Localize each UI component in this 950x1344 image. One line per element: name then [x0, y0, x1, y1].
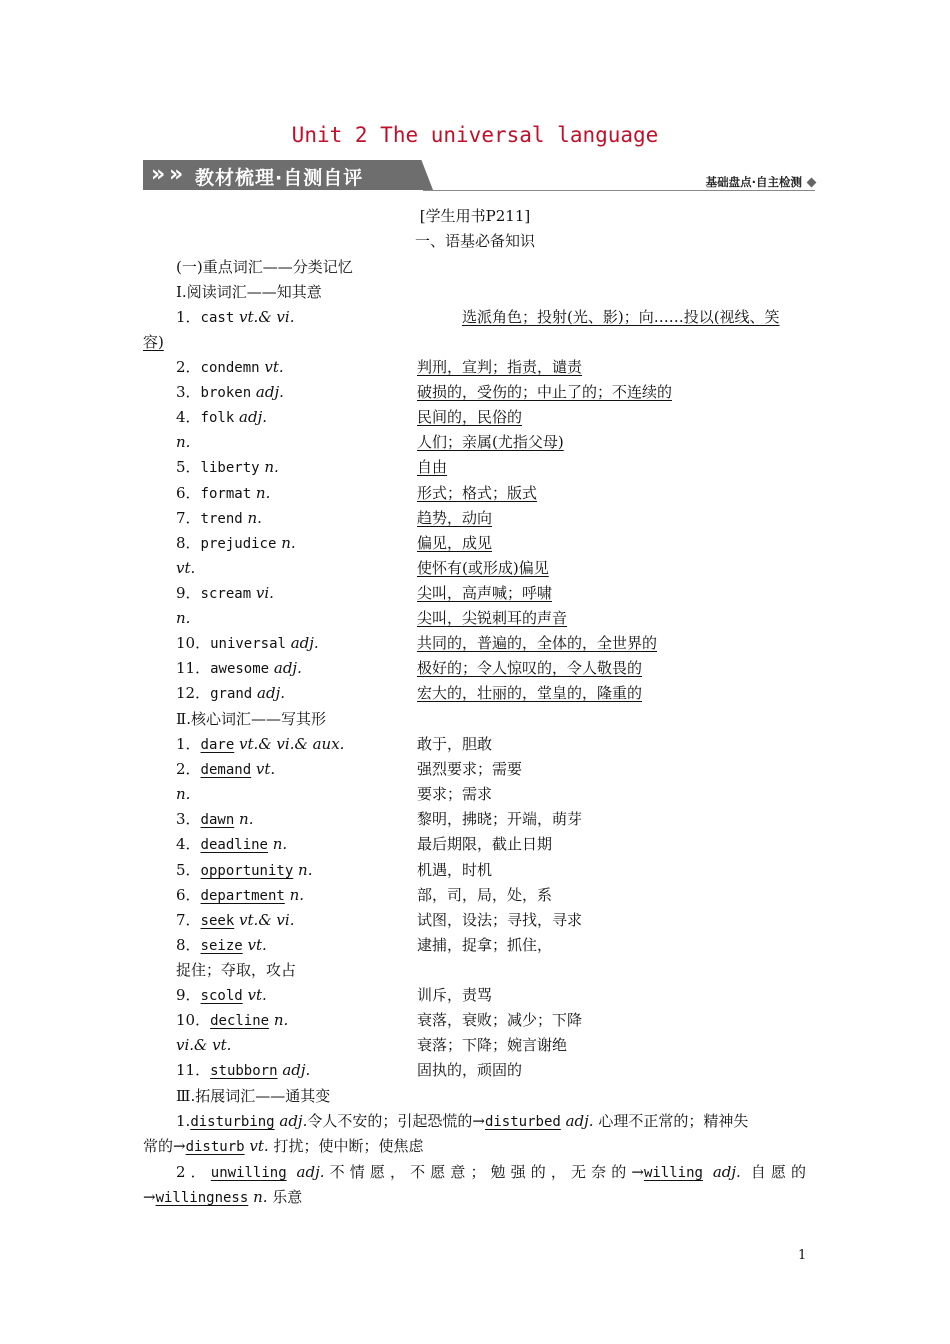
meaning: 固执的，顽固的	[417, 1061, 523, 1080]
meaning: 要求；需求	[417, 785, 493, 804]
part-of-speech: adj.	[296, 1163, 325, 1181]
word-answer: stubborn	[210, 1063, 278, 1080]
part-of-speech: adj.	[290, 634, 319, 653]
part-of-speech: adj.	[273, 659, 302, 678]
part-of-speech: vt.	[264, 358, 284, 376]
text-line	[417, 1010, 582, 1030]
part-heading: Ⅱ.核心词汇——写其形	[176, 710, 326, 728]
text-line	[176, 508, 262, 529]
item-number: 8．	[176, 533, 201, 552]
item-number: 6．	[176, 885, 201, 904]
vocab-word: format	[200, 485, 252, 502]
word-answer: dawn	[200, 812, 235, 829]
word-answer: demand	[200, 762, 252, 779]
part-of-speech: n.	[255, 483, 271, 502]
text-line	[0, 231, 950, 251]
text-line	[176, 759, 275, 780]
item-number: 7．	[176, 508, 201, 527]
meaning-answer: 共同的，普遍的，全体的，全世界的	[417, 634, 658, 653]
text-line	[176, 1086, 330, 1106]
item-number: 4．	[176, 408, 201, 427]
item-number: 3．	[176, 383, 201, 402]
text-line	[176, 257, 353, 277]
text-line	[417, 432, 564, 452]
part-of-speech: n.	[176, 433, 191, 452]
diamond-icon	[807, 178, 817, 188]
text-line	[176, 483, 270, 504]
banner-right-text: 基础盘点·自主检测	[706, 174, 815, 190]
part-of-speech: n.	[272, 835, 288, 854]
meaning: 训斥，责骂	[417, 986, 493, 1004]
part-of-speech: n.	[264, 458, 279, 477]
meaning-answer: 尖叫，尖锐刺耳的声音	[417, 609, 568, 627]
part-of-speech: vt.& vi.	[239, 910, 295, 929]
text-line	[417, 608, 567, 628]
item-number: 11．	[176, 659, 211, 678]
text	[287, 1163, 297, 1181]
banner-rule	[423, 190, 815, 191]
page-title: Unit 2 The universal language	[291, 123, 659, 147]
text-line	[176, 307, 294, 328]
text-line	[176, 1060, 310, 1081]
text-line	[176, 709, 326, 729]
text-line	[143, 1187, 302, 1208]
text-line	[417, 985, 492, 1005]
text-line	[417, 885, 552, 905]
vocab-word: trend	[200, 510, 243, 527]
meaning: 最后期限，截止日期	[417, 835, 553, 854]
text-line	[176, 885, 304, 906]
text-line	[176, 1010, 288, 1031]
part-of-speech: n.	[273, 1011, 289, 1030]
part-of-speech: n.	[247, 508, 262, 527]
word-answer: disturbing	[190, 1114, 275, 1130]
text-line	[176, 432, 190, 452]
word-answer: decline	[210, 1013, 270, 1030]
text-line	[176, 457, 279, 478]
part-of-speech: adj.	[257, 684, 285, 703]
item-number: 9．	[176, 986, 201, 1004]
item-number: 2．	[176, 1163, 211, 1181]
item-number: 2．	[176, 358, 201, 376]
meaning: 不情愿，不愿意；勉强的，无奈的→	[324, 1163, 644, 1181]
meaning-answer: 判刑，宣判；指责，谴责	[417, 358, 583, 376]
word-answer: dare	[200, 737, 235, 753]
vocab-word: folk	[200, 410, 235, 427]
text-line	[176, 809, 253, 830]
chevron-right-icon: »	[169, 162, 184, 187]
meaning-answer: 选派角色；投射(光、影)；向……投以(视线、笑	[462, 308, 780, 326]
word-answer: willing	[643, 1165, 703, 1181]
vocab-word: grand	[210, 686, 253, 703]
text-line	[417, 759, 522, 779]
text-line	[176, 935, 267, 956]
word-answer: department	[200, 887, 285, 904]
part-of-speech: adj.	[255, 383, 284, 402]
item-number: 6．	[176, 483, 201, 502]
text-line	[176, 834, 287, 855]
text-line	[176, 910, 294, 931]
part-of-speech: n.	[176, 609, 191, 627]
text-line	[176, 533, 296, 554]
part-of-speech: n.	[253, 1188, 268, 1206]
text	[741, 1163, 751, 1181]
word-answer: disturb	[185, 1139, 245, 1155]
part-of-speech: n.	[298, 860, 313, 879]
meaning-answer: 民间的，民俗的	[417, 408, 523, 427]
item-number: 4．	[176, 835, 201, 854]
item-number: 2．	[176, 760, 201, 779]
text-line	[176, 784, 190, 804]
meaning-answer: 宏大的，壮丽的，堂皇的，隆重的	[417, 684, 643, 703]
vocab-word: awesome	[210, 661, 270, 678]
meaning-answer: 偏见，成见	[417, 533, 493, 552]
banner-text: 教材梳理·自测自评	[195, 167, 364, 189]
text-line	[417, 533, 492, 553]
text	[703, 1163, 713, 1181]
text-line	[0, 206, 950, 226]
section-title: 一、语基必备知识	[414, 232, 535, 250]
meaning: 部，司，局，处，系	[417, 885, 553, 904]
text-line	[417, 1060, 522, 1080]
vocab-word: liberty	[200, 460, 260, 477]
meaning: 令人不安的；引起恐慌的→	[307, 1112, 485, 1130]
item-number: 8．	[176, 935, 201, 954]
part-heading: Ⅰ.阅读词汇——知其意	[176, 283, 322, 301]
subsection-title: (一)重点词汇——分类记忆	[176, 258, 353, 276]
word-answer: disturbed	[484, 1114, 561, 1130]
part-of-speech: n.	[239, 810, 254, 829]
meaning: 逮捕，捉拿；抓住，	[417, 935, 553, 954]
word-answer: unwilling	[210, 1165, 287, 1181]
text-line	[176, 382, 284, 403]
meaning: 自愿的	[750, 1163, 806, 1181]
reference-note: [学生用书P211]	[419, 207, 531, 225]
meaning-answer: 破损的，受伤的；中止了的；不连续的	[417, 383, 673, 402]
part-of-speech: vt.& vi.& aux.	[239, 735, 345, 753]
text-line	[417, 834, 552, 854]
meaning: 机遇，时机	[417, 860, 493, 879]
text-line	[176, 583, 274, 604]
meaning-answer: 使怀有(或形成)偏见	[417, 558, 549, 577]
text-line	[417, 784, 492, 804]
text-line	[417, 558, 549, 578]
text-line	[417, 809, 582, 829]
text-line	[417, 935, 552, 955]
vocab-word: universal	[210, 636, 286, 653]
item-number: 1.	[176, 1112, 191, 1130]
text-line	[417, 1035, 567, 1055]
item-number: 10．	[176, 634, 211, 653]
meaning: 捉住；夺取，攻占	[176, 960, 297, 979]
word-answer: seek	[200, 912, 235, 929]
meaning-answer: 容)	[143, 333, 164, 351]
meaning-answer: 趋势，动向	[417, 508, 493, 527]
meaning: 试图，设法；寻找，寻求	[417, 910, 583, 929]
vocab-word: cast	[200, 310, 235, 326]
part-of-speech: adj.	[565, 1112, 594, 1130]
text-line	[417, 658, 642, 678]
text-line	[176, 985, 267, 1006]
meaning: 敢于，胆敢	[417, 735, 493, 753]
text-line	[176, 282, 322, 302]
chevron-right-icon: »	[151, 162, 166, 187]
meaning-answer: 自由	[417, 458, 448, 477]
item-number: 11．	[176, 1061, 211, 1080]
text-line	[176, 1111, 748, 1132]
part-of-speech: adj.	[282, 1061, 311, 1080]
text-line	[417, 357, 582, 377]
vocab-word: condemn	[200, 360, 260, 376]
meaning: 强烈要求；需要	[417, 760, 523, 779]
item-number: 1．	[176, 308, 201, 326]
text-line	[417, 457, 447, 477]
part-of-speech: vi.	[255, 583, 274, 602]
part-of-speech: vt.& vi.	[239, 308, 295, 326]
part-of-speech: vt.	[249, 1137, 269, 1155]
text-line	[417, 683, 642, 703]
item-number: 10．	[176, 1011, 211, 1030]
meaning: 衰落，衰败；减少；下降	[417, 1011, 583, 1030]
word-answer: deadline	[200, 837, 268, 854]
meaning: 打扰；使中断；使焦虑	[273, 1137, 424, 1155]
text-line	[176, 357, 284, 378]
text-line	[176, 734, 344, 755]
text-line	[176, 558, 195, 578]
text-line	[176, 608, 190, 628]
meaning-answer: 人们；亲属(尤指父母)	[417, 433, 564, 452]
part-of-speech: adj.	[239, 408, 268, 427]
vocab-word: scream	[200, 585, 252, 602]
text-line	[176, 633, 319, 654]
part-of-speech: vi.& vt.	[176, 1036, 232, 1055]
meaning-answer: 尖叫，高声喊；呼啸	[417, 583, 553, 602]
item-number: 3．	[176, 810, 201, 829]
part-of-speech: n.	[289, 885, 305, 904]
item-number: 7．	[176, 910, 201, 929]
meaning: 常的→	[143, 1137, 186, 1155]
text-line	[417, 508, 492, 528]
meaning: →	[143, 1188, 156, 1206]
item-number: 1．	[176, 735, 201, 753]
part-of-speech: n.	[176, 785, 191, 804]
vocab-word: broken	[200, 385, 252, 402]
text-line	[417, 910, 582, 930]
text-line	[176, 960, 296, 980]
page-number: 1	[798, 1248, 807, 1263]
text-line	[143, 1136, 423, 1157]
text-line	[417, 860, 492, 880]
text-line	[143, 332, 164, 352]
text-line	[417, 633, 657, 653]
word-answer: willingness	[155, 1190, 249, 1206]
meaning-answer: 形式；格式；版式	[417, 483, 538, 502]
item-number: 5．	[176, 860, 201, 879]
part-of-speech: vt.	[176, 558, 196, 577]
meaning-answer: 极好的；令人惊叹的，令人敬畏的	[417, 659, 643, 678]
meaning: 衰落；下降；婉言谢绝	[417, 1036, 568, 1055]
word-answer: seize	[200, 937, 243, 954]
meaning: 黎明，拂晓；开端，萌芽	[417, 810, 583, 829]
meaning: 心理不正常的；精神失	[598, 1112, 749, 1130]
meaning: 乐意	[272, 1188, 303, 1206]
text-line	[176, 1162, 806, 1183]
part-of-speech: adj.	[712, 1163, 741, 1181]
part-of-speech: vt.	[255, 760, 276, 779]
part-of-speech: n.	[281, 533, 296, 552]
item-number: 5．	[176, 458, 201, 477]
text-line	[417, 382, 672, 402]
vocab-word: prejudice	[200, 535, 277, 552]
text-line	[417, 483, 537, 503]
section-banner	[143, 160, 815, 194]
word-answer: opportunity	[200, 862, 294, 879]
part-of-speech: vt.	[247, 986, 267, 1004]
text-line	[176, 860, 312, 881]
text-line	[462, 307, 780, 327]
word-answer: scold	[200, 988, 243, 1004]
text-line	[176, 1035, 231, 1055]
text-line	[176, 658, 302, 679]
part-of-speech: adj.	[279, 1112, 308, 1130]
text-line	[417, 734, 492, 754]
text-line	[176, 683, 285, 704]
part-heading: Ⅲ.拓展词汇——通其变	[176, 1087, 331, 1105]
item-number: 9．	[176, 583, 201, 602]
text-line	[417, 583, 552, 603]
part-of-speech: vt.	[247, 935, 267, 954]
text-line	[176, 407, 267, 428]
text-line	[417, 407, 522, 427]
item-number: 12．	[176, 684, 211, 703]
